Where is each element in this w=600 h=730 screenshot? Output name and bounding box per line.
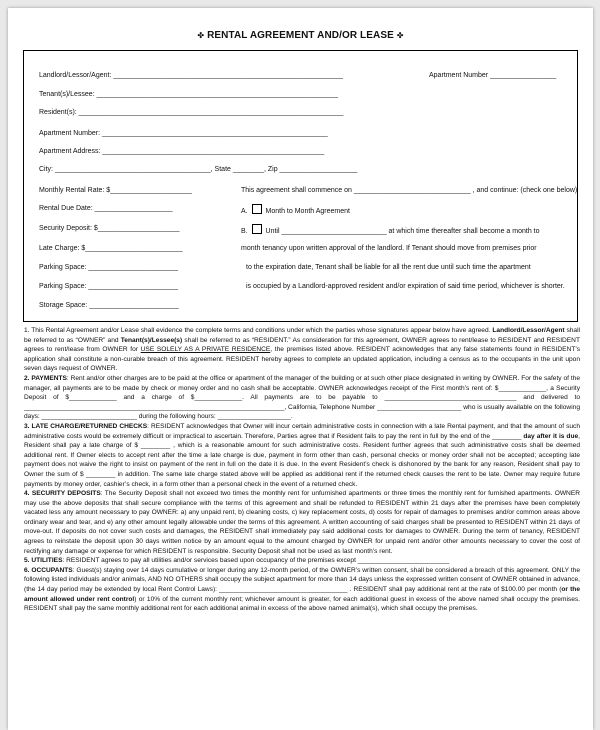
commence-field[interactable]: This agreement shall commence on ______________________________ , and continue: (check one below) (241, 187, 578, 194)
clause-2-text: : Rent and/or other charges are to be paid at the office or apartment of the manager of the building or at such other place designated in writing by OWNER. For the safety of the manager, all payments are to be made by check or money order and no cash shall be acceptable. OWNER acknowledges receipt of the First month’s rent of: $_____________, a Security Deposit of $_____________ and a charge of $_____________. All payments are to be payable to ____________________________________ and delivered to _______________________________________________________________________, California, Telephone Number _______________________ who is usually available on the following days: __________________________ during the following hours: ____________________. (24, 374, 580, 421)
clause-5 (24, 556, 580, 566)
ornament-left-icon: ✤ (197, 31, 205, 40)
clause-4-text: : The Security Deposit shall not exceed two times the monthly rent for unfurnished apartments or three times the monthly rent for furnished apartments. OWNER may use the above deposits that shall secure compliance with the terms of this agreement and shall be refunded to RESIDENT within 21 days after the premises have been completely vacated less any amount necessary to pay OWNER: a) any unpaid rent, b) cleaning costs, c) key replacement costs, d) costs for repair of damages to premises and/or common areas above ordinary wear and tear, and e) any other amount legally allowable under the terms of this agreement. A written accounting of said charges shall be presented to RESIDENT within 21 days of move-out. If deposits do not cover such costs and damages, the RESIDENT shall immediately pay said additional costs for damages to OWNER. During the term of tenancy, RESIDENT agrees to reinstate the deposit upon 30 days written notice by an amount equal to the amount charged by OWNER for unpaid rent and/or other amounts necessary to cover the cost of rectifying any damage or expense for which RESIDENT is responsible. Security Deposit shall not be used as last month’s rent. (24, 490, 580, 555)
late-charge-field[interactable]: Late Charge: $_________________________ (39, 245, 183, 252)
option-a[interactable] (241, 204, 350, 216)
clause-1-private-residence: USE SOLELY AS A PRIVATE RESIDENCE (140, 346, 271, 354)
clause-4-heading: 4. SECURITY DEPOSITS (24, 490, 101, 498)
clause-3-heading: 3. LATE CHARGE/RETURNED CHECKS (24, 422, 148, 430)
deposit-field[interactable]: Security Deposit: $_____________________ (39, 225, 180, 232)
clause-6-text-b: ) or 10% of the current monthly rent; whichever amount is greater, for each additional guest in excess of the above named shall occupy the premises. RESIDENT shall pay the same monthly additional rent for each additional animal in excess of the above named animal(s), which shall occupy the premises. (24, 595, 580, 613)
option-a-checkbox[interactable] (252, 204, 262, 214)
clause-3-text: : RESIDENT acknowledges that Owner will incur certain administrative costs in connection with a late Rental payment, and that the amount of such administrative costs would be extremely difficult or impractical to ascertain. Therefore, Parties agree that if Resident fails to pay the rent in full by the end of the ________ (24, 422, 580, 440)
tenancy-line-3: is occupied by a Landlord-approved resident and/or expiration of said time period, whichever is shorter. (246, 283, 565, 290)
clause-6 (24, 566, 580, 614)
clause-1-owner-term: Landlord/Lessor/Agent (492, 327, 565, 334)
apartment-number-field[interactable]: Apartment Number: __________________________________________________________ (39, 130, 328, 137)
tenancy-line-2: to the expiration date, Tenant shall be liable for all the rent due until such time the apartment (246, 264, 531, 271)
clause-1-text: 1. This Rental Agreement and/or Lease shall evidence the complete terms and conditions under which the parties whose signatures appear below have agreed. (24, 327, 491, 334)
clause-5-text: : RESIDENT agrees to pay all utilities and/or services based upon occupancy of the premises except _________________________ (62, 557, 450, 565)
apartment-number-right-field[interactable]: Apartment Number _________________ (429, 72, 557, 79)
header-form-box (23, 50, 578, 322)
option-b-checkbox[interactable] (252, 224, 262, 234)
parking-space-2-field[interactable]: Parking Space: _______________________ (39, 283, 178, 290)
clause-6-heading: 6. OCCUPANTS (24, 566, 73, 574)
residents-field[interactable]: Resident(s): ____________________________________________________________________ (39, 109, 344, 116)
option-a-text: Month to Month Agreement (265, 208, 350, 215)
clause-1-text-a: shall be referred to as “OWNER” and (24, 327, 580, 344)
document-page (8, 8, 593, 730)
clause-6-bold: or the amount allowed under rent control (24, 586, 580, 603)
clause-3-text-b: , Resident shall pay a late charge of $ ________ , which is a reasonable amount for such administrative costs. Resident further agrees that such administrative costs shall be deemed additional rent. If Owner elects to accept rent after the time a late charge is due, payment in form other than cash, personal checks or money order shall not be accepted; accepting late payment does not waive the right to insist on payment of the rent in full on the date it is due. In the event Resident’s check is dishonored by the bank for any reason, Resident shall pay to Owner the sum of $ ________ in addition. The same late charge stated above will be applied as additional rent if the returned check causes the rent to be late. Owner may require future payments by money order, cashier’s check, in a form other than a personal check in the event of a returned check. (24, 432, 580, 488)
agreement-body (24, 326, 580, 614)
storage-space-field[interactable]: Storage Space: _______________________ (39, 302, 179, 309)
ornament-right-icon: ✤ (396, 31, 404, 40)
city-field[interactable] (39, 165, 357, 174)
due-date-field[interactable]: Rental Due Date: ____________________ (39, 205, 173, 212)
clause-1-text-c: , the premises listed above. RESIDENT acknowledges that any false statements found in RESIDENT’s application shall constitute a non-curable breach of this agreement. RESIDENT hereby agrees to complete an updated application, including a census as to the occupants in the unit upon seven days request of OWNER. (24, 346, 580, 373)
clause-6-text: : Guest(s) staying over 14 days cumulative or longer during any 12-month period, of the OWNER’s written consent, shall be considered a breach of this agreement. ONLY the following listed individuals and/or animals, AND NO OTHERS shall occupy the subject apartment for more than 14 days unless the expressed written consent of OWNER obtained in advance, (the 14 day period may be extended by local Rent Control Laws): ___________________________________ . RESIDENT shall pay additional rent at the rate of $100.00 per month ( (24, 566, 581, 594)
option-b-letter: B. (241, 228, 248, 235)
clause-1-text-b: shall be referred to as “RESIDENT.” As consideration for this agreement, OWNER agrees to rent/lease to RESIDENT and RESIDENT agrees to rent/lease from OWNER for (24, 336, 580, 354)
clause-1 (24, 326, 580, 374)
monthly-rent-field[interactable]: Monthly Rental Rate: $_____________________ (39, 187, 192, 194)
clause-1-resident-term: Tenant(s)/Lessee(s) (120, 336, 183, 344)
city-label: City: ________________________________________ (39, 166, 211, 173)
page-title (8, 30, 593, 41)
title-text: RENTAL AGREEMENT AND/OR LEASE (207, 30, 394, 41)
landlord-field[interactable]: Landlord/Lessor/Agent: ___________________________________________________________ (39, 72, 344, 79)
clause-4 (24, 489, 580, 556)
clause-5-heading: 5. UTILITIES (24, 557, 63, 565)
apartment-address-field[interactable]: Apartment Address: _________________________________________________________ (39, 148, 325, 155)
tenancy-line-1: month tenancy upon written approval of the landlord. If Tenant should move from premises prior (241, 245, 537, 252)
clause-2 (24, 374, 580, 422)
clause-3 (24, 422, 580, 489)
parking-space-1-field[interactable]: Parking Space: _______________________ (39, 264, 178, 271)
clause-3-bold: day after it is due (523, 432, 579, 440)
state-label: , State ________ (210, 166, 264, 173)
option-b-text: Until ___________________________ at which time thereafter shall become a month to (265, 228, 540, 235)
option-b[interactable] (241, 224, 540, 236)
tenants-field[interactable]: Tenant(s)/Lessee: ______________________________________________________________ (39, 91, 338, 98)
clause-2-heading: 2. PAYMENTS (24, 374, 67, 382)
option-a-letter: A. (241, 208, 248, 215)
zip-label: , Zip ____________________ (264, 166, 358, 173)
